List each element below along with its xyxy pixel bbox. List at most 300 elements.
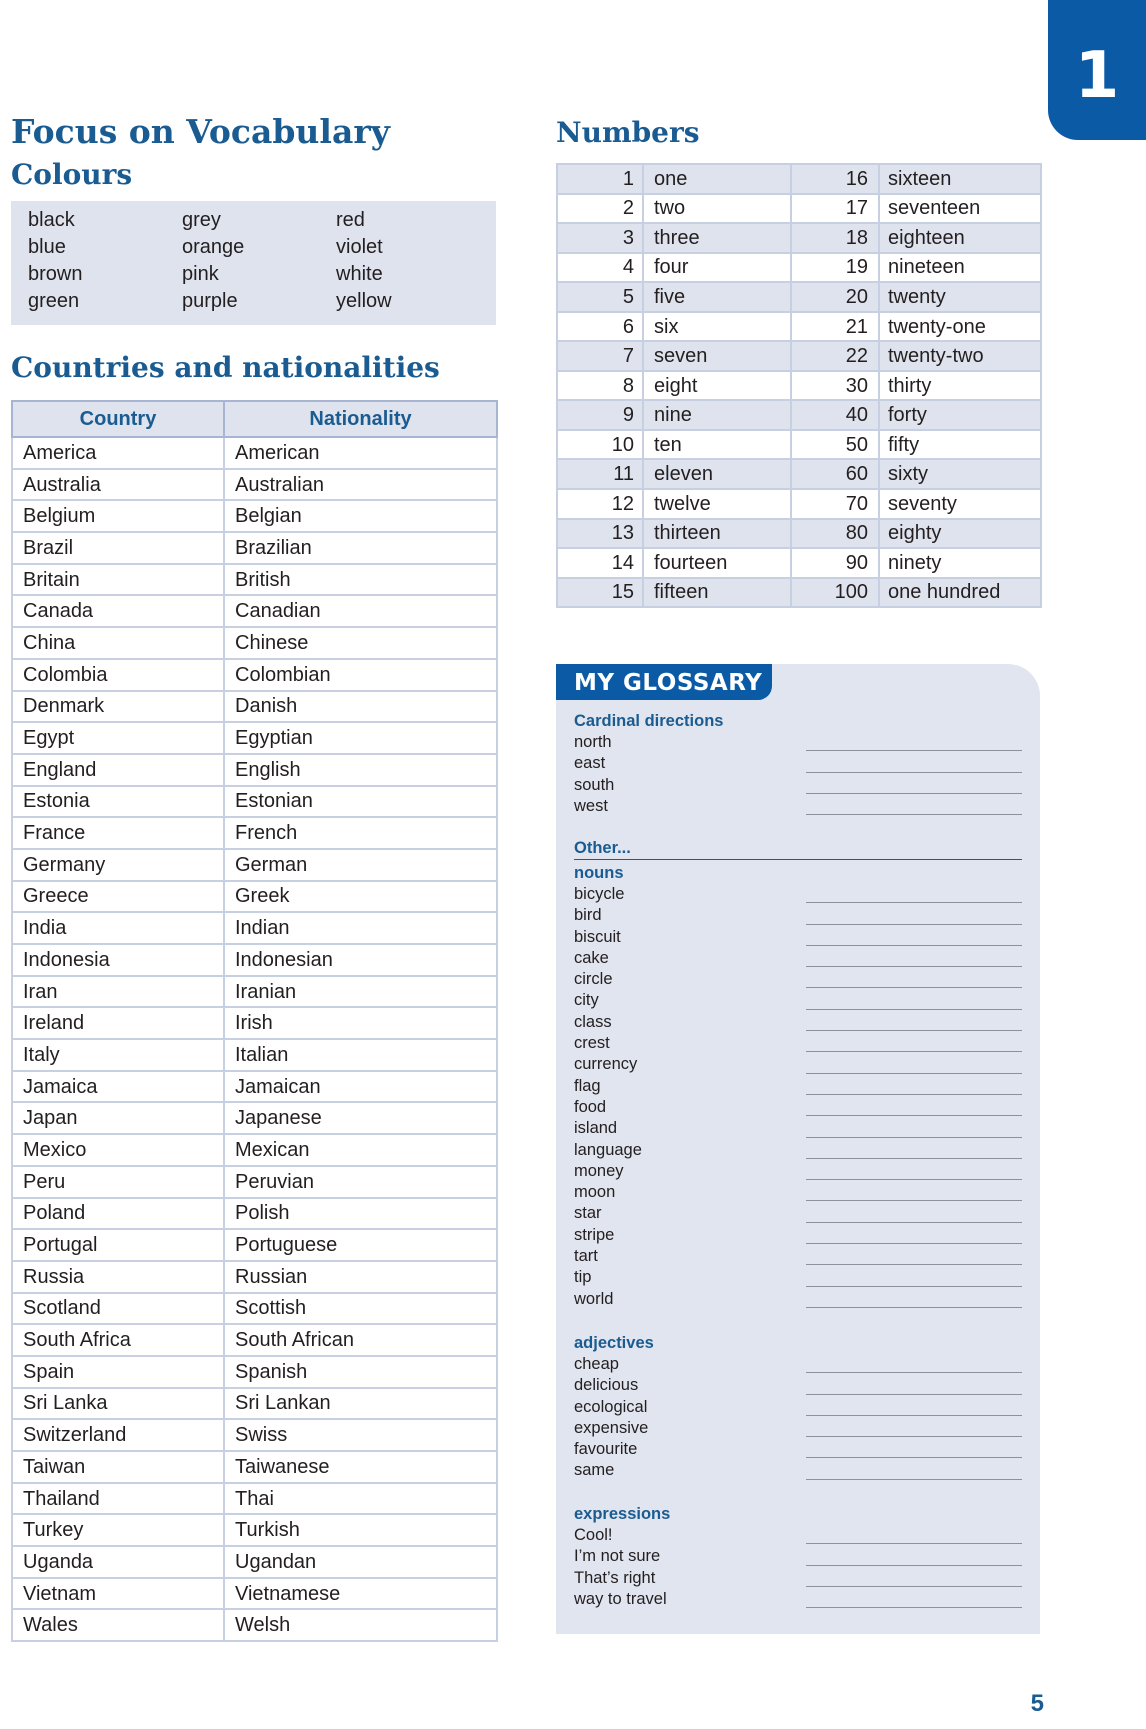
nationality-cell: Spanish: [224, 1356, 497, 1388]
nationality-cell: Scottish: [224, 1293, 497, 1325]
glossary-term: west: [574, 796, 608, 815]
nationality-cell: Ugandan: [224, 1546, 497, 1578]
list-item: [574, 1568, 1022, 1589]
table-row: [557, 164, 1041, 194]
number-digit-cell: 7: [557, 341, 643, 371]
colour-word: violet: [336, 236, 383, 258]
table-row: [12, 1007, 497, 1039]
number-digit-cell: 20: [791, 282, 879, 312]
list-item: [574, 1375, 1022, 1396]
writing-line: [806, 1307, 1022, 1308]
country-cell: Portugal: [12, 1229, 224, 1261]
table-row: [12, 976, 497, 1008]
country-cell: Turkey: [12, 1514, 224, 1546]
nationality-cell: German: [224, 849, 497, 881]
glossary-term: stripe: [574, 1225, 615, 1244]
country-cell: Thailand: [12, 1483, 224, 1515]
numbers-table: [556, 163, 1042, 608]
number-word-cell: eighty: [879, 519, 1041, 549]
table-row: [12, 849, 497, 881]
countries-heading: Countries and nationalities: [11, 351, 440, 384]
table-row: [12, 786, 497, 818]
list-item: [574, 796, 1022, 817]
writing-line: [806, 1479, 1022, 1480]
country-cell: Greece: [12, 881, 224, 913]
glossary-term: tip: [574, 1268, 592, 1287]
number-word-cell: sixty: [879, 459, 1041, 489]
list-item: [574, 1076, 1022, 1097]
number-digit-cell: 22: [791, 341, 879, 371]
table-row: [12, 532, 497, 564]
writing-line: [806, 902, 1022, 903]
glossary-term: favourite: [574, 1440, 638, 1459]
colours-heading: Colours: [11, 158, 133, 191]
writing-line: [806, 945, 1022, 946]
country-cell: Spain: [12, 1356, 224, 1388]
list-item: [574, 927, 1022, 948]
writing-line: [806, 1372, 1022, 1373]
table-row: [557, 194, 1041, 224]
country-cell: Taiwan: [12, 1451, 224, 1483]
countries-header-row: [12, 401, 497, 437]
nationality-cell: Thai: [224, 1483, 497, 1515]
number-word-cell: twenty: [879, 282, 1041, 312]
glossary-term: language: [574, 1140, 642, 1159]
country-cell: America: [12, 437, 224, 469]
number-word-cell: nineteen: [879, 253, 1041, 283]
table-row: [12, 595, 497, 627]
country-cell: Ireland: [12, 1007, 224, 1039]
writing-line: [806, 1030, 1022, 1031]
glossary-term: crest: [574, 1034, 610, 1053]
glossary-term: currency: [574, 1055, 638, 1074]
nationality-cell: Australian: [224, 469, 497, 501]
nationality-cell: Welsh: [224, 1609, 497, 1641]
nationality-cell: South African: [224, 1324, 497, 1356]
list-item: [574, 1460, 1022, 1481]
nationality-cell: Polish: [224, 1198, 497, 1230]
expressions-heading: expressions: [574, 1505, 671, 1523]
nationality-cell: Turkish: [224, 1514, 497, 1546]
list-item: [574, 1054, 1022, 1075]
glossary-term: way to travel: [574, 1589, 667, 1608]
country-cell: Wales: [12, 1609, 224, 1641]
glossary-term: star: [574, 1204, 602, 1223]
country-cell: Scotland: [12, 1293, 224, 1325]
country-cell: Russia: [12, 1261, 224, 1293]
nationality-cell: British: [224, 564, 497, 596]
country-cell: Iran: [12, 976, 224, 1008]
colour-word: orange: [182, 236, 245, 258]
number-word-cell: sixteen: [879, 164, 1041, 194]
expressions-section: [574, 1504, 1022, 1610]
table-row: [12, 500, 497, 532]
glossary-term: world: [574, 1289, 614, 1308]
number-word-cell: thirty: [879, 371, 1041, 401]
number-word-cell: twenty-two: [879, 341, 1041, 371]
country-cell: Vietnam: [12, 1578, 224, 1610]
nationality-cell: Mexican: [224, 1134, 497, 1166]
number-word-cell: five: [643, 282, 791, 312]
nationality-cell: Portuguese: [224, 1229, 497, 1261]
country-cell: Jamaica: [12, 1071, 224, 1103]
table-row: [12, 1451, 497, 1483]
number-word-cell: seventy: [879, 489, 1041, 519]
number-digit-cell: 2: [557, 194, 643, 224]
table-row: [12, 1609, 497, 1641]
number-digit-cell: 10: [557, 430, 643, 460]
number-digit-cell: 9: [557, 400, 643, 430]
table-row: [557, 253, 1041, 283]
country-cell: Germany: [12, 849, 224, 881]
list-item: [574, 1012, 1022, 1033]
writing-line: [806, 1009, 1022, 1010]
nationality-cell: Peruvian: [224, 1166, 497, 1198]
number-word-cell: eighteen: [879, 223, 1041, 253]
nationality-cell: Russian: [224, 1261, 497, 1293]
colour-word: green: [28, 290, 80, 312]
country-cell: Peru: [12, 1166, 224, 1198]
nationality-cell: Egyptian: [224, 722, 497, 754]
glossary-term: cheap: [574, 1355, 619, 1373]
writing-line: [806, 1094, 1022, 1095]
table-row: [12, 944, 497, 976]
number-word-cell: twelve: [643, 489, 791, 519]
nationality-cell: Colombian: [224, 659, 497, 691]
writing-line: [806, 793, 1022, 794]
list-item: [574, 1246, 1022, 1267]
country-cell: Colombia: [12, 659, 224, 691]
table-row: [557, 400, 1041, 430]
country-cell: South Africa: [12, 1324, 224, 1356]
list-item: [574, 1267, 1022, 1288]
number-word-cell: one hundred: [879, 578, 1041, 608]
nationality-cell: Italian: [224, 1039, 497, 1071]
number-word-cell: fourteen: [643, 548, 791, 578]
table-row: [12, 1546, 497, 1578]
number-digit-cell: 8: [557, 371, 643, 401]
list-item: [574, 1140, 1022, 1161]
nationality-cell: American: [224, 437, 497, 469]
glossary-term: cake: [574, 948, 609, 967]
list-item: [574, 1589, 1022, 1610]
nationality-cell: Danish: [224, 691, 497, 723]
number-digit-cell: 3: [557, 223, 643, 253]
writing-line: [806, 1264, 1022, 1265]
list-item: [574, 1289, 1022, 1310]
list-item: [574, 732, 1022, 753]
list-item: [574, 775, 1022, 796]
number-digit-cell: 15: [557, 578, 643, 608]
nouns-heading: nouns: [574, 864, 624, 882]
country-cell: Italy: [12, 1039, 224, 1071]
nationality-cell: Sri Lankan: [224, 1388, 497, 1420]
nationality-cell: Chinese: [224, 627, 497, 659]
list-item: [574, 1418, 1022, 1439]
country-column-header: Country: [12, 401, 224, 437]
glossary-term: Cool!: [574, 1526, 613, 1544]
glossary-term: I’m not sure: [574, 1547, 661, 1566]
writing-line: [806, 750, 1022, 751]
list-item: [574, 1118, 1022, 1139]
country-cell: Poland: [12, 1198, 224, 1230]
number-digit-cell: 13: [557, 519, 643, 549]
table-row: [12, 564, 497, 596]
table-row: [557, 548, 1041, 578]
country-cell: Denmark: [12, 691, 224, 723]
nationality-cell: Canadian: [224, 595, 497, 627]
table-row: [12, 1388, 497, 1420]
writing-line: [806, 1243, 1022, 1244]
glossary-term: biscuit: [574, 927, 621, 946]
number-word-cell: forty: [879, 400, 1041, 430]
number-word-cell: nine: [643, 400, 791, 430]
colour-word: black: [28, 209, 75, 231]
nationality-cell: Indonesian: [224, 944, 497, 976]
country-cell: Britain: [12, 564, 224, 596]
country-cell: Mexico: [12, 1134, 224, 1166]
glossary-title: MY GLOSSARY: [556, 664, 772, 700]
nationality-cell: Brazilian: [224, 532, 497, 564]
number-word-cell: fifty: [879, 430, 1041, 460]
writing-line: [806, 772, 1022, 773]
colour-word: red: [336, 209, 365, 231]
nationality-column-header: Nationality: [224, 401, 497, 437]
table-row: [557, 489, 1041, 519]
writing-line: [806, 924, 1022, 925]
number-digit-cell: 12: [557, 489, 643, 519]
writing-line: [806, 1137, 1022, 1138]
list-item: [574, 948, 1022, 969]
table-row: [12, 1483, 497, 1515]
list-item: [574, 1182, 1022, 1203]
number-word-cell: seven: [643, 341, 791, 371]
number-word-cell: fifteen: [643, 578, 791, 608]
colour-word: yellow: [336, 290, 392, 312]
table-row: [12, 469, 497, 501]
glossary-term: food: [574, 1097, 607, 1116]
list-item: [574, 1161, 1022, 1182]
number-digit-cell: 11: [557, 459, 643, 489]
number-word-cell: eight: [643, 371, 791, 401]
table-row: [557, 430, 1041, 460]
writing-line: [806, 1607, 1022, 1608]
number-digit-cell: 17: [791, 194, 879, 224]
country-cell: Switzerland: [12, 1419, 224, 1451]
writing-line: [806, 1543, 1022, 1544]
glossary-term: ecological: [574, 1397, 648, 1416]
adjectives-section: [574, 1333, 1022, 1482]
table-row: [557, 282, 1041, 312]
table-row: [12, 1229, 497, 1261]
country-cell: Estonia: [12, 786, 224, 818]
table-row: [12, 1578, 497, 1610]
table-row: [12, 1324, 497, 1356]
list-item: [574, 1525, 1022, 1546]
number-digit-cell: 60: [791, 459, 879, 489]
nationality-cell: Vietnamese: [224, 1578, 497, 1610]
list-item: [574, 990, 1022, 1011]
country-cell: Uganda: [12, 1546, 224, 1578]
page-title: Focus on Vocabulary: [11, 112, 390, 151]
country-cell: England: [12, 754, 224, 786]
table-row: [557, 223, 1041, 253]
country-cell: China: [12, 627, 224, 659]
number-word-cell: eleven: [643, 459, 791, 489]
other-section: [574, 838, 1022, 860]
number-digit-cell: 70: [791, 489, 879, 519]
table-row: [12, 722, 497, 754]
country-cell: Brazil: [12, 532, 224, 564]
nationality-cell: Jamaican: [224, 1071, 497, 1103]
glossary-term: east: [574, 754, 606, 773]
country-cell: Canada: [12, 595, 224, 627]
colour-word: grey: [182, 209, 221, 231]
number-digit-cell: 6: [557, 312, 643, 342]
nationality-cell: Iranian: [224, 976, 497, 1008]
nationality-cell: French: [224, 817, 497, 849]
list-item: [574, 1546, 1022, 1567]
table-row: [12, 1039, 497, 1071]
number-digit-cell: 100: [791, 578, 879, 608]
table-row: [12, 754, 497, 786]
glossary-term: delicious: [574, 1376, 639, 1395]
countries-table: [11, 400, 498, 1642]
colour-word: brown: [28, 263, 83, 285]
number-digit-cell: 19: [791, 253, 879, 283]
table-row: [12, 1261, 497, 1293]
table-row: [12, 1293, 497, 1325]
table-row: [12, 1102, 497, 1134]
nationality-cell: Swiss: [224, 1419, 497, 1451]
colour-word: pink: [182, 263, 219, 285]
number-digit-cell: 80: [791, 519, 879, 549]
number-digit-cell: 30: [791, 371, 879, 401]
glossary-term: island: [574, 1119, 618, 1138]
nationality-cell: English: [224, 754, 497, 786]
number-digit-cell: 5: [557, 282, 643, 312]
glossary-term: circle: [574, 970, 613, 989]
country-cell: Australia: [12, 469, 224, 501]
nationality-cell: Japanese: [224, 1102, 497, 1134]
number-digit-cell: 18: [791, 223, 879, 253]
list-item: [574, 884, 1022, 905]
country-cell: Sri Lanka: [12, 1388, 224, 1420]
nouns-section: [574, 863, 1022, 1310]
table-row: [557, 341, 1041, 371]
writing-line: [806, 1286, 1022, 1287]
nationality-cell: Estonian: [224, 786, 497, 818]
writing-line: [806, 814, 1022, 815]
list-item: [574, 1033, 1022, 1054]
other-heading: Other...: [574, 838, 1022, 860]
list-item: [574, 905, 1022, 926]
country-cell: Belgium: [12, 500, 224, 532]
list-item: [574, 1354, 1022, 1375]
country-cell: Indonesia: [12, 944, 224, 976]
number-digit-cell: 21: [791, 312, 879, 342]
number-word-cell: four: [643, 253, 791, 283]
number-digit-cell: 40: [791, 400, 879, 430]
table-row: [12, 1419, 497, 1451]
list-item: [574, 969, 1022, 990]
number-word-cell: two: [643, 194, 791, 224]
writing-line: [806, 1394, 1022, 1395]
table-row: [12, 1071, 497, 1103]
numbers-heading: Numbers: [556, 116, 700, 149]
glossary-term: flag: [574, 1076, 601, 1095]
colour-word: purple: [182, 290, 238, 312]
glossary-term: north: [574, 733, 612, 751]
table-row: [557, 519, 1041, 549]
writing-line: [806, 1222, 1022, 1223]
list-item: [574, 1397, 1022, 1418]
colours-grid: [28, 207, 490, 315]
writing-line: [806, 1073, 1022, 1074]
table-row: [12, 1356, 497, 1388]
glossary-term: That’s right: [574, 1568, 656, 1587]
number-word-cell: seventeen: [879, 194, 1041, 224]
writing-line: [806, 1436, 1022, 1437]
glossary-term: class: [574, 1012, 612, 1031]
list-item: [574, 1203, 1022, 1224]
country-cell: India: [12, 912, 224, 944]
page-number: 5: [1030, 1690, 1044, 1717]
table-row: [557, 371, 1041, 401]
glossary-panel: [556, 664, 1040, 1634]
number-word-cell: six: [643, 312, 791, 342]
writing-line: [806, 1415, 1022, 1416]
nationality-cell: Belgian: [224, 500, 497, 532]
glossary-term: moon: [574, 1183, 616, 1202]
colour-word: white: [336, 263, 383, 285]
number-digit-cell: 16: [791, 164, 879, 194]
cardinal-heading: Cardinal directions: [574, 712, 724, 730]
country-cell: Egypt: [12, 722, 224, 754]
table-row: [12, 1134, 497, 1166]
glossary-term: same: [574, 1461, 615, 1480]
glossary-term: tart: [574, 1247, 598, 1266]
table-row: [12, 881, 497, 913]
writing-line: [806, 1158, 1022, 1159]
glossary-term: bird: [574, 906, 602, 925]
table-row: [12, 817, 497, 849]
country-cell: Japan: [12, 1102, 224, 1134]
writing-line: [806, 1565, 1022, 1566]
writing-line: [806, 1051, 1022, 1052]
glossary-term: bicycle: [574, 885, 625, 903]
table-row: [12, 1514, 497, 1546]
nationality-cell: Greek: [224, 881, 497, 913]
list-item: [574, 753, 1022, 774]
adjectives-heading: adjectives: [574, 1334, 654, 1352]
chapter-tab: 1: [1048, 0, 1146, 140]
number-digit-cell: 14: [557, 548, 643, 578]
list-item: [574, 1225, 1022, 1246]
number-digit-cell: 90: [791, 548, 879, 578]
table-row: [557, 578, 1041, 608]
nationality-cell: Taiwanese: [224, 1451, 497, 1483]
glossary-term: money: [574, 1161, 624, 1180]
number-word-cell: ten: [643, 430, 791, 460]
number-word-cell: one: [643, 164, 791, 194]
country-cell: France: [12, 817, 224, 849]
writing-line: [806, 966, 1022, 967]
cardinal-section: [574, 711, 1022, 817]
list-item: [574, 1439, 1022, 1460]
number-word-cell: thirteen: [643, 519, 791, 549]
colours-box: [11, 201, 496, 325]
